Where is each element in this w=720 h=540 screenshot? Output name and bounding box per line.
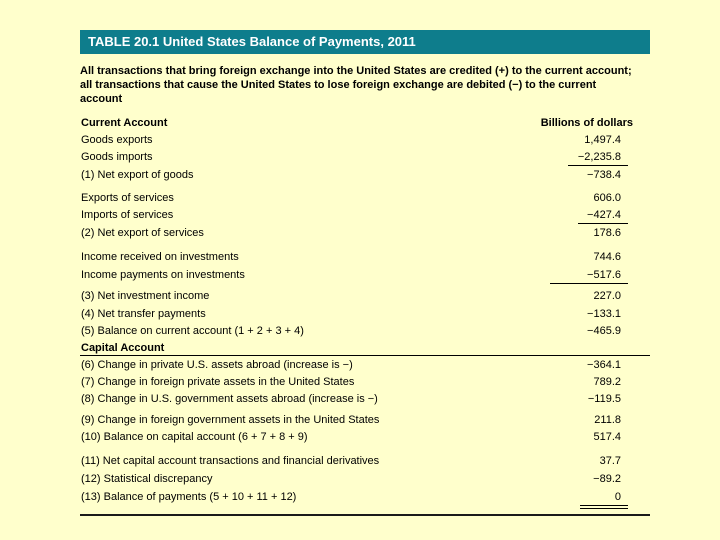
row-label: (9) Change in foreign government assets in the United States xyxy=(81,414,380,426)
row-value: −89.2 xyxy=(593,473,621,485)
row-value: 0 xyxy=(614,491,621,503)
row-label: Income received on investments xyxy=(81,251,239,263)
table-row xyxy=(80,132,648,148)
row-label: (7) Change in foreign private assets in the United States xyxy=(81,376,355,388)
row-value: −2,235.8 xyxy=(577,151,621,163)
row-value: −465.9 xyxy=(587,325,621,337)
capital-account-heading: Capital Account xyxy=(81,342,165,354)
table-row xyxy=(80,471,648,487)
total-double-rule-top xyxy=(580,505,628,506)
row-label: Exports of services xyxy=(81,192,174,204)
current-account-heading: Current Account xyxy=(81,117,168,129)
subtotal-rule xyxy=(550,283,628,284)
table-row xyxy=(80,489,648,505)
row-value: 606.0 xyxy=(593,192,621,204)
table-row xyxy=(80,167,648,183)
row-label: Imports of services xyxy=(81,209,174,221)
total-double-rule-bottom xyxy=(580,508,628,509)
row-value: −738.4 xyxy=(587,169,621,181)
table-row xyxy=(80,391,648,407)
table-bottom-rule xyxy=(80,514,650,516)
table-title: TABLE 20.1 United States Balance of Payments, 2011 xyxy=(80,30,650,54)
table-row xyxy=(80,249,648,265)
table-row xyxy=(80,306,648,322)
row-value: −119.5 xyxy=(587,393,621,405)
row-value: −427.4 xyxy=(587,209,621,221)
row-label: (10) Balance on capital account (6 + 7 + 8 + 9) xyxy=(81,431,308,443)
row-label: (12) Statistical discrepancy xyxy=(81,473,213,485)
row-value: −517.6 xyxy=(587,269,621,281)
table-row xyxy=(80,374,648,390)
row-value: 1,497.4 xyxy=(584,134,621,146)
row-value: 789.2 xyxy=(593,376,621,388)
row-label: Goods exports xyxy=(81,134,153,146)
intro-text: All transactions that bring foreign exchange into the United States are credited (+) to the current account; all transactions that cause the United States to lose foreign exchange are debited (−) to the current account xyxy=(80,65,632,105)
row-label: (13) Balance of payments (5 + 10 + 11 + 12) xyxy=(81,491,297,503)
row-label: (8) Change in U.S. government assets abroad (increase is −) xyxy=(81,393,378,405)
capital-account-header-row xyxy=(80,340,648,356)
row-label: (2) Net export of services xyxy=(81,227,204,239)
row-value: 37.7 xyxy=(599,455,621,467)
row-label: (11) Net capital account transactions and financial derivatives xyxy=(81,455,380,467)
table-row xyxy=(80,267,648,283)
row-label: (4) Net transfer payments xyxy=(81,308,206,320)
subtotal-rule xyxy=(568,165,628,166)
table-row xyxy=(80,207,648,223)
table-row xyxy=(80,323,648,339)
row-label: (3) Net investment income xyxy=(81,290,210,302)
row-label: (6) Change in private U.S. assets abroad (increase is −) xyxy=(81,359,353,371)
table-row xyxy=(80,357,648,373)
row-value: 211.8 xyxy=(594,414,621,426)
row-value: −133.1 xyxy=(587,308,621,320)
row-value: 227.0 xyxy=(593,290,621,302)
row-value: 178.6 xyxy=(593,227,621,239)
table-row xyxy=(80,412,648,428)
subtotal-rule xyxy=(578,223,628,224)
units-heading: Billions of dollars xyxy=(540,117,633,129)
table-row xyxy=(80,429,648,445)
table-row xyxy=(80,453,648,469)
row-label: Income payments on investments xyxy=(81,269,245,281)
table-row xyxy=(80,190,648,206)
table-row xyxy=(80,288,648,304)
table-header-row xyxy=(80,115,648,131)
section-divider xyxy=(80,355,650,356)
row-label: (1) Net export of goods xyxy=(81,169,194,181)
row-label: (5) Balance on current account (1 + 2 + 3 + 4) xyxy=(81,325,304,337)
row-label: Goods imports xyxy=(81,151,153,163)
row-value: −364.1 xyxy=(587,359,621,371)
row-value: 744.6 xyxy=(593,251,621,263)
table-row xyxy=(80,149,648,165)
table-row xyxy=(80,225,648,241)
row-value: 517.4 xyxy=(593,431,621,443)
